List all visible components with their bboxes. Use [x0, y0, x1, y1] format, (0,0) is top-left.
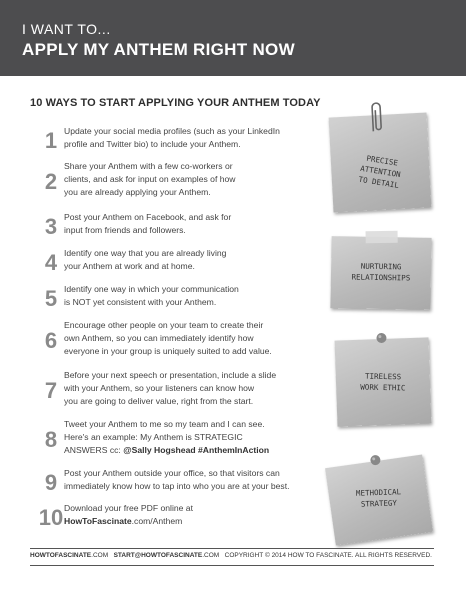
item-text: Post your Anthem on Facebook, and ask for input from friends and followers.: [64, 212, 232, 235]
item-number: 8: [44, 427, 58, 452]
item-number: 10: [38, 505, 64, 530]
item-text: Update your social media profiles (such as your LinkedIn profile and Twitter bio) to include your Anthem.: [64, 126, 280, 149]
item-number: 1: [44, 128, 58, 153]
pushpin-icon: [374, 331, 388, 345]
item-number: 9: [44, 470, 58, 495]
item-number: 4: [44, 250, 58, 275]
item-text: Encourage other people on your team to create their own Anthem, so you can immediately identify how everyone in your group is uniquely suited to add value.: [64, 320, 272, 356]
item-text: Share your Anthem with a few co-workers or clients, and ask for input on examples of how you are already applying your Anthem.: [64, 161, 236, 197]
header-line-2: APPLY MY ANTHEM RIGHT NOW: [22, 40, 295, 59]
paperclip-icon: [368, 101, 386, 136]
sticky-note-text: TIRELESS WORK ETHIC: [360, 371, 406, 393]
item-text: Post your Anthem outside your office, so that visitors can immediately know how to tap into who you are at your best.: [64, 468, 290, 491]
footer-copyright: COPYRIGHT © 2014 HOW TO FASCINATE. ALL RIGHTS RESERVED.: [224, 552, 432, 559]
item-number: 7: [44, 378, 58, 403]
sticky-note-text: NURTURING RELATIONSHIPS: [351, 261, 411, 283]
sticky-note-text: PRECISE ATTENTION TO DETAIL: [357, 153, 402, 190]
footer-site-link[interactable]: HOWTOFASCINATE.COM: [30, 552, 109, 559]
item-text: Before your next speech or presentation, include a slide with your Anthem, so your listeners can know how you are going to deliver value, right from the start.: [64, 370, 277, 406]
footer-email-link[interactable]: START@HOWTOFASCINATE.COM: [113, 552, 220, 559]
sticky-note-text: METHODICAL STRATEGY: [355, 487, 402, 509]
sticky-note-4: [325, 455, 433, 546]
item-number: 6: [44, 328, 58, 353]
item-number: 5: [44, 286, 58, 311]
item-text: Tweet your Anthem to me so my team and I can see. Here's an example: My Anthem is STRATEGIC ANSWERS cc: @Sally Hogshead #AnthemInAction: [64, 419, 270, 455]
footer-divider-top: [30, 548, 434, 549]
item-number: 2: [44, 169, 58, 194]
sticky-note-3: [335, 337, 432, 426]
pushpin-icon: [368, 452, 384, 468]
item-text: Identify one way in which your communication is NOT yet consistent with your Anthem.: [64, 284, 239, 307]
item-number: 3: [44, 214, 58, 239]
item-text: Identify one way that you are already living your Anthem at work and at home.: [64, 248, 227, 271]
header-banner: [0, 0, 466, 76]
footer: [30, 552, 434, 559]
sticky-note-2: [330, 236, 431, 310]
list-title: 10 WAYS TO START APPLYING YOUR ANTHEM TODAY: [30, 97, 321, 109]
footer-divider-bottom: [30, 565, 434, 566]
header-line-1: I WANT TO...: [22, 21, 111, 37]
sticky-note-1: [329, 113, 432, 213]
tape-icon: [366, 231, 398, 244]
item-text: Download your free PDF online at HowToFascinate.com/Anthem: [64, 503, 193, 526]
